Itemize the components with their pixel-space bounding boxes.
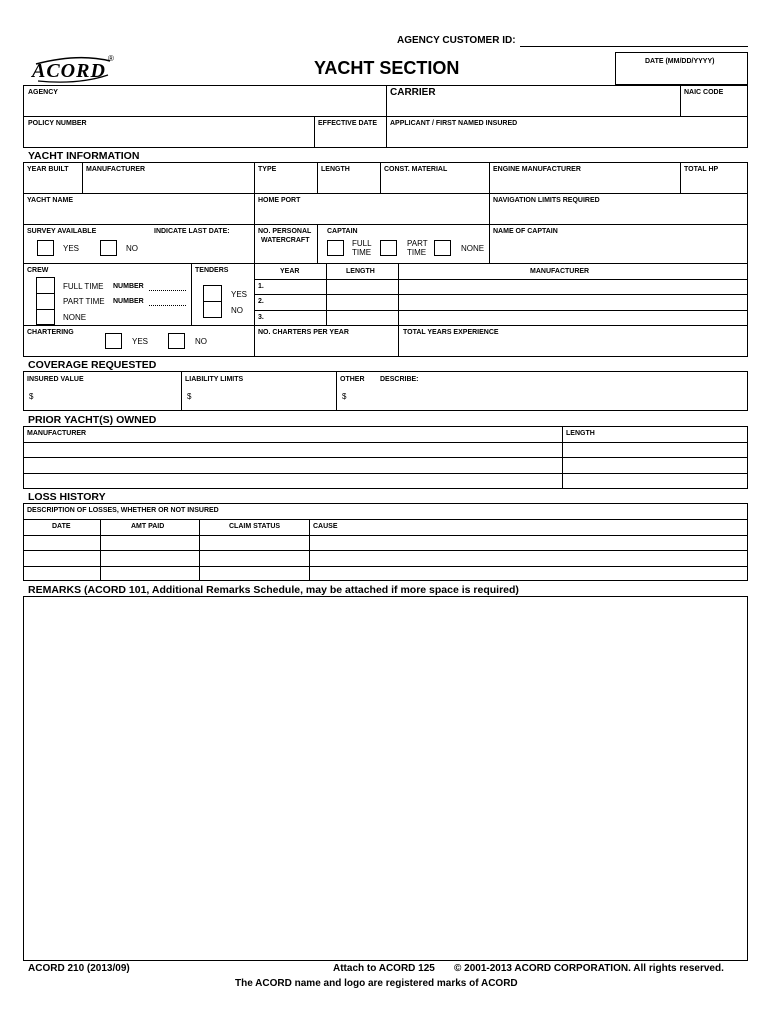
form-id: ACORD 210 (2013/09) — [28, 963, 130, 974]
survey-yes-label: YES — [63, 244, 80, 253]
loss-claim-status-header: CLAIM STATUS — [229, 523, 281, 530]
coverage-heading: COVERAGE REQUESTED — [28, 359, 157, 371]
prior-length-header: LENGTH — [566, 430, 595, 437]
loss-row-1[interactable] — [24, 536, 747, 550]
logo-text: ACORD — [32, 60, 106, 82]
survey-available-label: SURVEY AVAILABLE — [27, 228, 97, 235]
loss-amt-paid-header: AMT PAID — [131, 523, 165, 530]
liability-limits-field[interactable]: $ — [187, 392, 192, 401]
tenders-no-checkbox[interactable] — [204, 302, 221, 317]
prior-row-1[interactable] — [24, 443, 747, 457]
length-field[interactable]: LENGTH — [321, 166, 350, 173]
tenders-yes-checkbox[interactable] — [204, 286, 221, 301]
tenders-label: TENDERS — [195, 267, 229, 274]
loss-row-3[interactable] — [24, 567, 747, 580]
captain-label: CAPTAIN — [327, 228, 358, 235]
crew-part-time-checkbox[interactable] — [37, 294, 54, 309]
total-years-experience-field[interactable]: TOTAL YEARS EXPERIENCE — [403, 329, 499, 336]
agency-field[interactable]: AGENCY — [28, 89, 58, 96]
crew-full-time-checkbox[interactable] — [37, 278, 54, 293]
chartering-yes-checkbox[interactable] — [105, 333, 122, 349]
loss-date-header: DATE — [52, 523, 71, 530]
naic-code-field[interactable]: NAIC CODE — [684, 89, 724, 96]
loss-cause-header: CAUSE — [313, 523, 338, 530]
tenders-no-label: NO — [231, 306, 243, 315]
policy-number-field[interactable]: POLICY NUMBER — [28, 120, 87, 127]
personal-watercraft-field[interactable]: NO. PERSONAL — [258, 228, 312, 235]
name-of-captain-field[interactable]: NAME OF CAPTAIN — [493, 228, 558, 235]
prior-manufacturer-header: MANUFACTURER — [27, 430, 87, 437]
carrier-field[interactable]: CARRIER — [390, 87, 436, 98]
tender-row-1[interactable]: 1. — [258, 283, 264, 290]
loss-description-label: DESCRIPTION OF LOSSES, WHETHER OR NOT INSURED — [27, 507, 219, 514]
crew-full-time-label: FULL TIME — [63, 282, 104, 291]
captain-part-label-1: PART — [407, 239, 428, 248]
crew-full-number-label: NUMBER — [113, 283, 144, 290]
other-label: OTHER — [340, 376, 365, 383]
attach-note: Attach to ACORD 125 — [333, 963, 435, 974]
charters-per-year-field[interactable]: NO. CHARTERS PER YEAR — [258, 329, 349, 336]
trademark-note: The ACORD name and logo are registered marks of ACORD — [235, 978, 518, 989]
tender-row-2[interactable]: 2. — [258, 298, 264, 305]
captain-part-time-checkbox[interactable] — [380, 240, 397, 256]
prior-yachts-heading: PRIOR YACHT(S) OWNED — [28, 414, 157, 426]
survey-yes-checkbox[interactable] — [37, 240, 54, 256]
tender-length-header: LENGTH — [346, 268, 375, 275]
copyright: © 2001-2013 ACORD CORPORATION. All rights reserved. — [454, 963, 724, 974]
crew-none-label: NONE — [63, 313, 87, 322]
crew-full-number-field[interactable] — [149, 290, 186, 291]
date-label: DATE (MM/DD/YYYY) — [645, 58, 715, 65]
navigation-limits-field[interactable]: NAVIGATION LIMITS REQUIRED — [493, 197, 600, 204]
chartering-label: CHARTERING — [27, 329, 74, 336]
chartering-no-checkbox[interactable] — [168, 333, 185, 349]
crew-label: CREW — [27, 267, 49, 274]
tender-year-header: YEAR — [280, 268, 300, 275]
tender-row-3[interactable]: 3. — [258, 314, 264, 321]
acord-logo — [28, 55, 118, 85]
prior-row-3[interactable] — [24, 474, 747, 488]
page-title: YACHT SECTION — [314, 58, 460, 78]
captain-full-time-checkbox[interactable] — [327, 240, 344, 256]
total-hp-field[interactable]: TOTAL HP — [684, 166, 719, 173]
effective-date-field[interactable]: EFFECTIVE DATE — [318, 120, 377, 127]
yacht-info-box — [23, 162, 748, 357]
yacht-info-heading: YACHT INFORMATION — [28, 150, 140, 162]
other-field[interactable]: $ — [342, 392, 347, 401]
agency-customer-id-label: AGENCY CUSTOMER ID: — [397, 35, 516, 46]
crew-part-number-label: NUMBER — [113, 298, 144, 305]
remarks-field[interactable] — [23, 596, 748, 961]
crew-none-checkbox[interactable] — [37, 310, 54, 324]
date-field[interactable] — [615, 52, 748, 85]
indicate-last-date-field[interactable]: INDICATE LAST DATE: — [154, 228, 230, 235]
chartering-no-label: NO — [195, 337, 207, 346]
captain-none-checkbox[interactable] — [434, 240, 451, 256]
survey-no-checkbox[interactable] — [100, 240, 117, 256]
yacht-name-field[interactable]: YACHT NAME — [27, 197, 74, 204]
remarks-heading: REMARKS (ACORD 101, Additional Remarks Schedule, may be attached if more space is required) — [28, 584, 519, 596]
year-built-field[interactable]: YEAR BUILT — [27, 166, 69, 173]
chartering-yes-label: YES — [132, 337, 149, 346]
manufacturer-field[interactable]: MANUFACTURER — [86, 166, 146, 173]
registered-mark: ® — [108, 54, 114, 63]
crew-part-number-field[interactable] — [149, 305, 186, 306]
engine-manufacturer-field[interactable]: ENGINE MANUFACTURER — [493, 166, 581, 173]
type-field[interactable]: TYPE — [258, 166, 277, 173]
describe-field[interactable]: DESCRIBE: — [380, 376, 419, 383]
captain-full-label-2: TIME — [352, 248, 372, 257]
tender-manufacturer-header: MANUFACTURER — [530, 268, 590, 275]
captain-full-label-1: FULL — [352, 239, 372, 248]
const-material-field[interactable]: CONST. MATERIAL — [384, 166, 448, 173]
agency-customer-id-field[interactable] — [520, 46, 748, 47]
captain-none-label: NONE — [461, 244, 485, 253]
personal-watercraft-label-2: WATERCRAFT — [261, 237, 310, 244]
insured-value-label: INSURED VALUE — [27, 376, 84, 383]
prior-row-2[interactable] — [24, 458, 747, 473]
loss-row-2[interactable] — [24, 551, 747, 566]
applicant-field[interactable]: APPLICANT / FIRST NAMED INSURED — [390, 120, 518, 127]
loss-history-heading: LOSS HISTORY — [28, 491, 106, 503]
captain-part-label-2: TIME — [407, 248, 427, 257]
liability-limits-label: LIABILITY LIMITS — [185, 376, 244, 383]
survey-no-label: NO — [126, 244, 138, 253]
insured-value-field[interactable]: $ — [29, 392, 34, 401]
crew-part-time-label: PART TIME — [63, 297, 105, 306]
tenders-yes-label: YES — [231, 290, 248, 299]
home-port-field[interactable]: HOME PORT — [258, 197, 301, 204]
